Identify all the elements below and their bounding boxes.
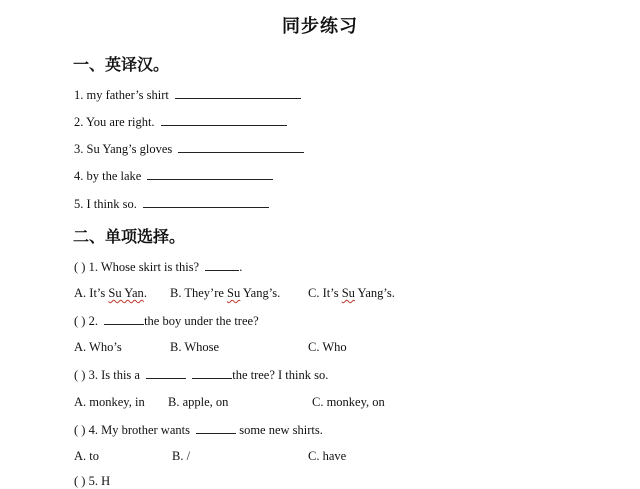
answer-blank[interactable] bbox=[196, 422, 236, 434]
answer-blank[interactable] bbox=[143, 196, 269, 208]
answer-blank[interactable] bbox=[104, 313, 144, 325]
question-2-options bbox=[74, 340, 594, 356]
question-2 bbox=[74, 313, 259, 329]
question-1-options bbox=[74, 286, 594, 302]
question-text-after: the tree? I think so. bbox=[232, 368, 329, 382]
item-text: 4. by the lake bbox=[74, 169, 142, 183]
option-c[interactable] bbox=[308, 286, 395, 301]
item-text: 5. I think so. bbox=[74, 197, 137, 211]
answer-blank[interactable] bbox=[178, 141, 304, 153]
question-end: . bbox=[239, 260, 243, 274]
answer-blank[interactable] bbox=[146, 367, 186, 379]
option-text-end: Yang’s. bbox=[354, 286, 395, 300]
answer-blank[interactable] bbox=[175, 87, 301, 99]
option-b[interactable]: B. apple, on bbox=[168, 395, 229, 409]
option-text-end: Yang’s. bbox=[240, 286, 281, 300]
question-text: 5. H bbox=[88, 474, 111, 488]
section-heading-choice: 二、单项选择。 bbox=[73, 227, 186, 246]
option-c[interactable]: C. Who bbox=[308, 340, 347, 354]
option-a[interactable] bbox=[74, 286, 147, 301]
option-text: A. It’s bbox=[74, 286, 109, 300]
option-name: Su Yan bbox=[108, 286, 144, 300]
question-text: 3. Is this a bbox=[88, 368, 140, 382]
option-a[interactable]: A. Who’s bbox=[74, 340, 122, 354]
question-text: 4. My brother wants bbox=[88, 423, 190, 437]
option-c[interactable]: C. monkey, on bbox=[312, 395, 385, 409]
question-text-after: the boy under the tree? bbox=[144, 314, 259, 328]
answer-paren[interactable]: ( ) bbox=[74, 260, 86, 274]
answer-blank[interactable] bbox=[147, 168, 273, 180]
question-4-options bbox=[74, 449, 594, 465]
question-text: 2. bbox=[88, 314, 102, 328]
translation-item-4 bbox=[74, 168, 273, 184]
translation-item-1 bbox=[74, 87, 301, 103]
item-text: 1. my father’s shirt bbox=[74, 88, 169, 102]
question-text-after: some new shirts. bbox=[236, 423, 323, 437]
answer-paren[interactable]: ( ) bbox=[74, 423, 86, 437]
item-text: 3. Su Yang’s gloves bbox=[74, 142, 173, 156]
question-text: 1. Whose skirt is this? bbox=[88, 260, 200, 274]
option-a[interactable]: A. monkey, in bbox=[74, 395, 145, 409]
option-name: Su bbox=[341, 286, 355, 300]
section-heading-translation: 一、英译汉。 bbox=[73, 55, 170, 74]
option-name: Su bbox=[227, 286, 241, 300]
question-3 bbox=[74, 367, 328, 383]
translation-item-5 bbox=[74, 196, 269, 212]
option-b[interactable]: B. / bbox=[172, 449, 191, 463]
question-3-options bbox=[74, 395, 594, 411]
answer-paren[interactable]: ( ) bbox=[74, 314, 86, 328]
option-b[interactable] bbox=[170, 286, 280, 301]
page-title: 同步练习 bbox=[282, 16, 358, 37]
option-text-end: . bbox=[143, 286, 147, 300]
option-a[interactable]: A. to bbox=[74, 449, 99, 463]
question-1 bbox=[74, 259, 242, 275]
translation-item-2 bbox=[74, 114, 287, 130]
option-text: C. It’s bbox=[308, 286, 342, 300]
answer-blank[interactable] bbox=[192, 367, 232, 379]
option-c[interactable]: C. have bbox=[308, 449, 347, 463]
answer-paren[interactable]: ( ) bbox=[74, 474, 86, 488]
answer-paren[interactable]: ( ) bbox=[74, 368, 86, 382]
answer-blank[interactable] bbox=[161, 114, 287, 126]
option-b[interactable]: B. Whose bbox=[170, 340, 220, 354]
question-4 bbox=[74, 422, 323, 438]
question-5 bbox=[74, 474, 110, 489]
translation-item-3 bbox=[74, 141, 304, 157]
option-text: B. They’re bbox=[170, 286, 228, 300]
answer-blank[interactable] bbox=[205, 259, 239, 271]
item-text: 2. You are right. bbox=[74, 115, 155, 129]
